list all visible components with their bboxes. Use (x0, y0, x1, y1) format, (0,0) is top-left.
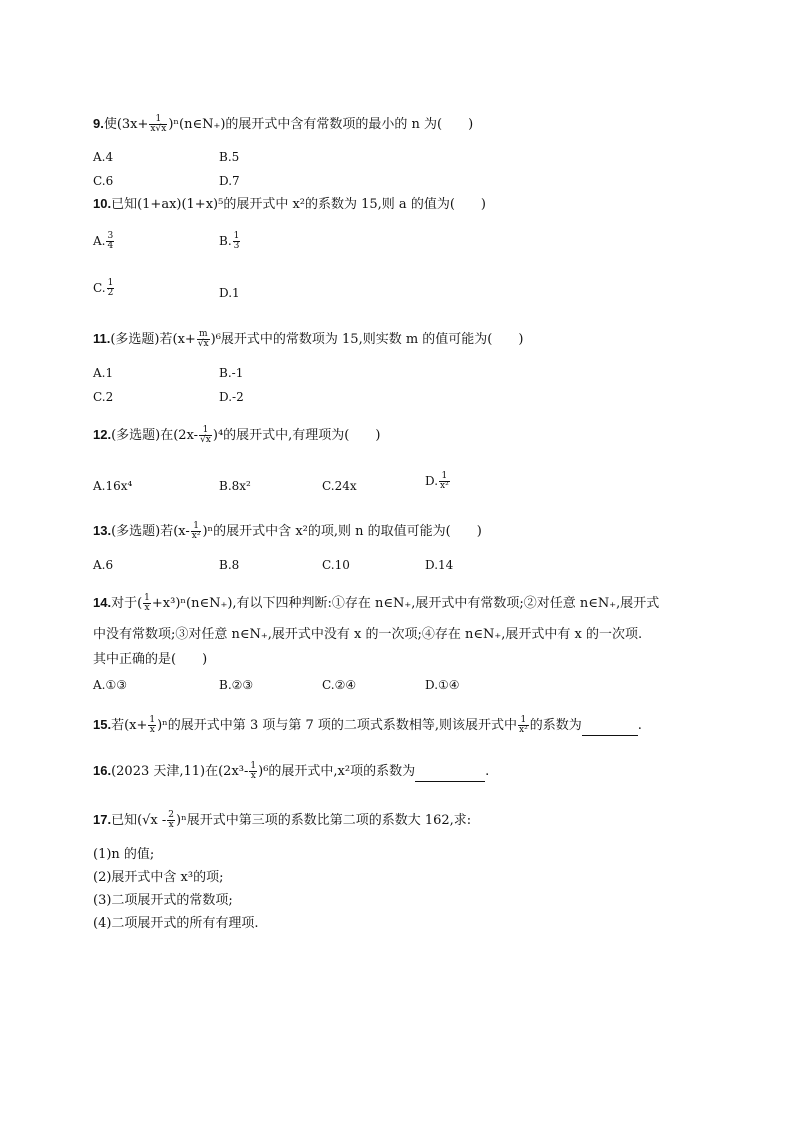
option-a[interactable]: A. $\frac{3}{4}$ (93, 231, 114, 251)
fraction: $\frac{1}{\text{x²}}$ (191, 521, 201, 541)
fraction: $\frac{1}{√x}$ (200, 425, 211, 445)
option-c[interactable]: C. $\frac{1}{2}$ (93, 278, 114, 298)
question-number: 14. (93, 595, 112, 610)
question-stem-line1: +x³)ⁿ(n∈N₊),有以下四种判断:①存在 n∈N₊,展开式中有常数项;②对任意 n∈N₊,展开式 (151, 596, 660, 611)
question-stem: (2023 天津,11)在(2x³- (111, 764, 249, 779)
sub-question-1: (1)n 的值; (93, 847, 155, 862)
question-14-line3: 其中正确的是( ) (93, 652, 208, 667)
option-c[interactable]: C.10 (322, 558, 350, 572)
fraction: $\frac{1}{x}$ (250, 761, 257, 781)
sub-question-3: (3)二项展开式的常数项; (93, 893, 233, 908)
question-stem-tail: )⁶展开式中的常数项为 15,则实数 m 的值可能为( ) (210, 332, 524, 347)
option-b[interactable]: B.5 (219, 150, 240, 164)
question-stem-tail: 的系数为 (529, 718, 582, 733)
sub-question-2: (2)展开式中含 x³的项; (93, 870, 224, 885)
question-number: 9. (93, 116, 104, 131)
question-stem-tail: )ⁿ展开式中第三项的系数比第二项的系数大 162,求: (176, 813, 472, 828)
question-12 (93, 426, 380, 445)
question-14-line2: 中没有常数项;③对任意 n∈N₊,展开式中没有 x 的一次项;④存在 n∈N₊,展开式中有 x 的一次项. (93, 627, 643, 642)
option-d[interactable]: D.1 (219, 286, 240, 300)
question-stem-tail: )ⁿ的展开式中含 x²的项,则 n 的取值可能为( ) (202, 524, 482, 539)
option-b[interactable]: B. $\frac{1}{3}$ (219, 231, 240, 251)
question-number: 16. (93, 763, 112, 778)
question-stem: (多选题)在(2x- (111, 428, 199, 443)
question-stem: (多选题)若(x+ (110, 332, 196, 347)
fraction: $\frac{1}{x√x}$ (150, 114, 167, 134)
question-stem: 使(3x+ (103, 117, 149, 132)
question-stem: 对于( (111, 596, 143, 611)
question-number: 12. (93, 427, 112, 442)
question-number: 13. (93, 523, 112, 538)
fraction: $\frac{1}{x}$ (144, 593, 150, 613)
question-stem: 已知(1+ax)(1+x)⁵的展开式中 x²的系数为 15,则 a 的值为( ) (111, 197, 486, 212)
question-stem-tail: )⁶的展开式中,x²项的系数为 (258, 764, 416, 779)
question-9 (93, 115, 473, 134)
option-b[interactable]: B.8 (219, 558, 240, 572)
question-number: 11. (93, 331, 111, 346)
option-d[interactable]: D. $\frac{1}{\text{x²}}$ (425, 471, 449, 491)
answer-blank[interactable] (415, 763, 485, 782)
question-17 (93, 811, 471, 830)
question-number: 15. (93, 717, 112, 732)
option-a[interactable]: A.6 (93, 558, 114, 572)
option-a[interactable]: A.1 (93, 366, 114, 380)
option-a[interactable]: A.16x⁴ (93, 479, 133, 493)
option-c[interactable]: C.2 (93, 390, 114, 404)
question-stem-mid: )ⁿ的展开式中第 3 项与第 7 项的二项式系数相等,则该展开式中 (157, 718, 518, 733)
question-14 (93, 594, 659, 613)
question-16: 16.(2023 天津,11)在(2x³- $\frac{1}{x}$ )⁶的展开式中,x²项的系数为 . (93, 761, 490, 781)
fraction: $\frac{m}{√x}$ (197, 329, 209, 349)
question-stem: 已知(√x - (111, 813, 167, 828)
question-stem: (多选题)若(x- (111, 524, 190, 539)
option-a[interactable]: A.①③ (93, 678, 127, 692)
option-d[interactable]: D.7 (219, 174, 240, 188)
sub-question-4: (4)二项展开式的所有有理项. (93, 916, 259, 931)
question-number: 10. (93, 196, 112, 211)
option-a[interactable]: A.4 (93, 150, 114, 164)
option-b[interactable]: B.-1 (219, 366, 244, 380)
option-c[interactable]: C.②④ (322, 678, 357, 692)
fraction: $\frac{1}{\text{x²}}$ (519, 715, 528, 735)
fraction: $\frac{2}{x}$ (168, 810, 175, 830)
question-number: 17. (93, 812, 112, 827)
answer-blank[interactable] (582, 717, 638, 736)
option-c[interactable]: C.6 (93, 174, 114, 188)
question-stem-tail: )⁴的展开式中,有理项为( ) (212, 428, 381, 443)
option-b[interactable]: B.②③ (219, 678, 254, 692)
question-13 (93, 522, 482, 541)
option-c[interactable]: C.24x (322, 479, 357, 493)
question-15: 15.若(x+ $\frac{1}{x}$ )ⁿ的展开式中第 3 项与第 7 项的二项式系数相等,则该展开式中 $\frac{1}{\text{x²}}$ 的系数为 . (93, 715, 642, 735)
option-b[interactable]: B.8x² (219, 479, 251, 493)
fraction: $\frac{1}{x}$ (149, 715, 156, 735)
option-d[interactable]: D.14 (425, 558, 454, 572)
question-stem: 若(x+ (111, 718, 148, 733)
option-d[interactable]: D.①④ (425, 678, 460, 692)
question-10 (93, 195, 486, 214)
question-11 (93, 330, 523, 349)
question-stem-tail: )ⁿ(n∈N₊)的展开式中含有常数项的最小的 n 为( ) (168, 117, 474, 132)
option-d[interactable]: D.-2 (219, 390, 244, 404)
